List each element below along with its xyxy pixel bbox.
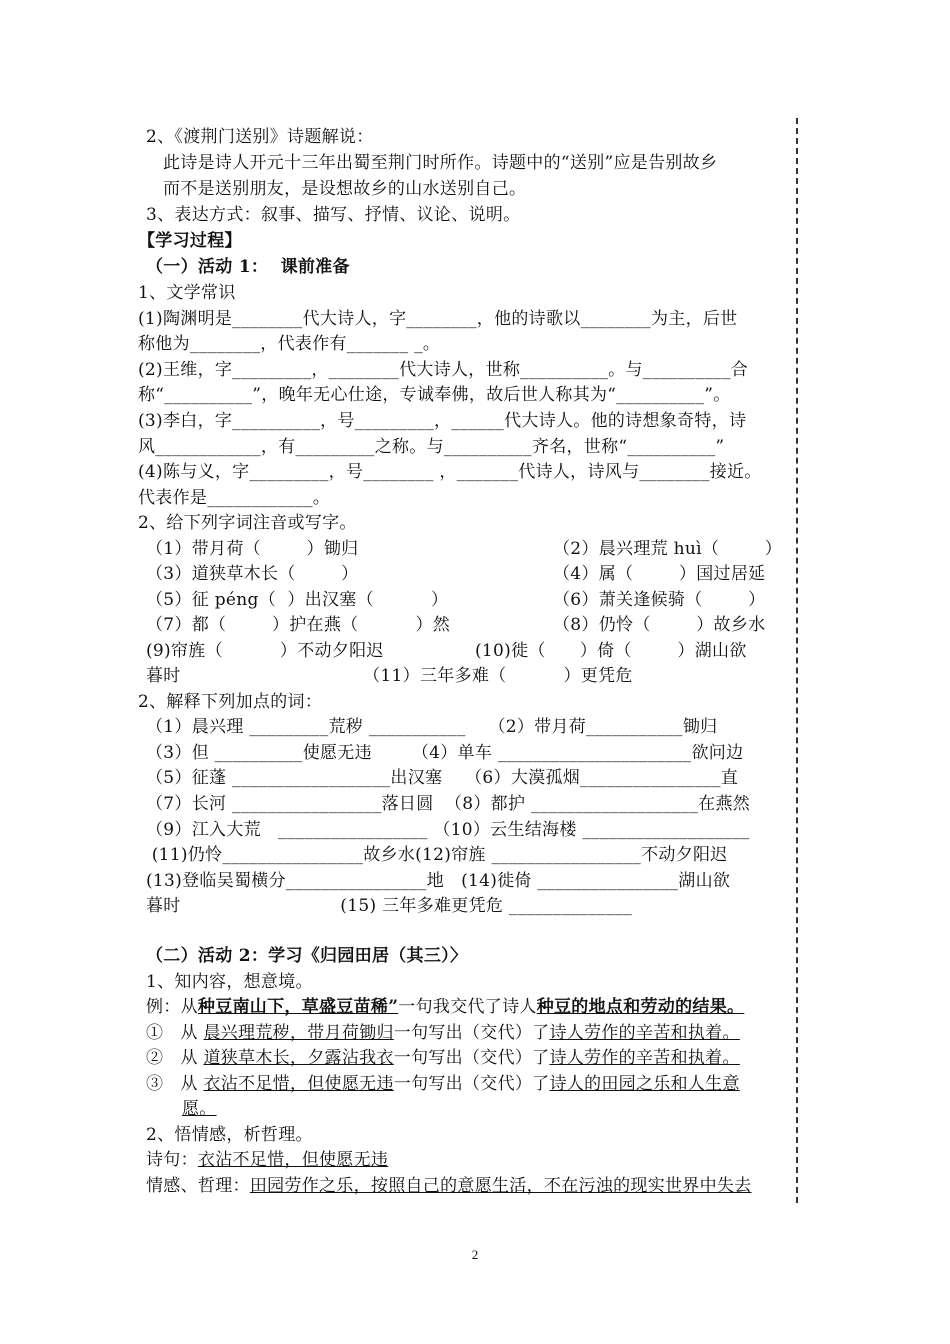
item-number: ② — [146, 1048, 164, 1068]
item-quote: 晨兴理荒秽，带月荷锄归 — [203, 1023, 394, 1043]
literature-line: 代表作是____________。 — [138, 488, 331, 508]
activity2-q2-title: 2、悟情感，析哲理。 — [146, 1125, 313, 1145]
explain-row: （3）但 __________使愿无违 （4）单车 ______________________欲问边 — [146, 743, 744, 763]
intro-item3: 3、表达方式：叙事、描写、抒情、议论、说明。 — [146, 205, 521, 225]
item-mid: 一句写出（交代）了 — [393, 1048, 550, 1068]
intro-item2-line2: 而不是送别朋友，是设想故乡的山水送别自己。 — [163, 179, 527, 199]
pinyin-item: （6）萧关逢候骑（ ） — [553, 590, 766, 610]
item-quote: 衣沾不足惜，但使愿无违 — [203, 1074, 394, 1094]
pinyin-item: （1）带月荷（ ）锄归 — [146, 539, 359, 559]
poem-value: 衣沾不足惜，但使愿无违 — [197, 1150, 389, 1170]
intro-item2-title: 2、《渡荆门送别》诗题解说： — [146, 127, 374, 147]
content-item — [146, 1047, 740, 1069]
example-answer: 种豆的地点和劳动的结果。 — [536, 997, 745, 1017]
activity1-q2-title: 2、给下列字词注音或写字。 — [138, 513, 357, 533]
activity2-title: （二）活动 2：学习《归园田居（其三）〉 — [146, 946, 468, 966]
item-number: ① — [146, 1023, 164, 1043]
explain-row: (13)登临吴蜀横分________________地 (14)徙倚 ________________湖山欲 — [146, 871, 731, 891]
pinyin-item: （3）道狭草木长（ ） — [146, 564, 359, 584]
item-answer-continued: 愿。 — [182, 1099, 217, 1119]
literature-line: 称他为________，代表作有_______ _。 — [138, 334, 441, 354]
item-number: ③ — [146, 1074, 164, 1094]
explain-row: (11)仍怜________________故乡水(12)帘旌 _________________不动夕阳迟 — [146, 845, 728, 865]
explain-row: 暮时 (15) 三年多难更凭危 ______________ — [146, 896, 633, 916]
activity1-q3-title: 2、解释下列加点的词： — [138, 692, 323, 712]
dashed-cut-line — [796, 118, 798, 1203]
literature-line: 称“__________”，晚年无心仕途，专诚奉佛，故后世人称其为“__________”。 — [138, 385, 731, 405]
content-item — [146, 1022, 740, 1044]
explain-row: （5）征蓬 __________________出汉塞 （6）大漠孤烟________________直 — [146, 768, 739, 788]
section-heading: 【学习过程】 — [138, 231, 242, 251]
item-mid: 一句写出（交代）了 — [393, 1074, 550, 1094]
poem-line — [146, 1149, 388, 1171]
content-item — [146, 1073, 740, 1095]
literature-line: (2)王维，字_________，________代大诗人，世称__________。与__________合 — [138, 360, 749, 380]
item-from: 从 — [180, 1074, 204, 1094]
intro-item2-line1: 此诗是诗人开元十三年出蜀至荆门时所作。诗题中的“送别”应是告别故乡 — [163, 153, 718, 173]
feeling-value: 田园劳作之乐，按照自己的意愿生活，不在污浊的现实世界中失去 — [249, 1176, 752, 1196]
explain-row: （1）晨兴理 _________荒秽 ___________ （2）带月荷___________锄归 — [146, 717, 718, 737]
pinyin-item: 暮时 （11）三年多难（ ）更凭危 — [146, 666, 633, 686]
pinyin-item: (9)帘旌（ ）不动夕阳迟 (10)徙（ ）倚（ ）湖山欲 — [146, 641, 747, 661]
item-mid: 一句写出（交代）了 — [393, 1023, 550, 1043]
feeling-line — [146, 1175, 752, 1197]
pinyin-item: （2）晨兴理荒 huì（ ） — [553, 539, 783, 559]
activity1-title: （一）活动 1： 课前准备 — [146, 257, 350, 277]
pinyin-item: （8）仍怜（ ）故乡水 — [553, 615, 766, 635]
item-quote: 道狭草木长，夕露沾我衣 — [203, 1048, 394, 1068]
pinyin-item: （5）征 péng（ ）出汉塞（ ） — [146, 590, 449, 610]
example-prefix: 例：从 — [146, 997, 198, 1017]
example-line — [146, 996, 744, 1018]
explain-row: （7）长河 _________________落日圆 （8）都护 ___________________在燕然 — [146, 794, 751, 814]
literature-line: 风____________，有_________之称。与__________齐名，世称“__________” — [138, 437, 725, 457]
pinyin-item: （7）都（ ）护在燕（ ）然 — [146, 615, 451, 635]
page-number: 2 — [471, 1247, 479, 1262]
item-answer: 诗人劳作的辛苦和执着。 — [549, 1048, 740, 1068]
item-answer: 诗人的田园之乐和人生意 — [549, 1074, 740, 1094]
item-answer: 诗人劳作的辛苦和执着。 — [549, 1023, 740, 1043]
example-quote: 种豆南山下，草盛豆苗稀” — [197, 997, 399, 1017]
poem-label: 诗句： — [146, 1150, 198, 1170]
item-from: 从 — [180, 1023, 204, 1043]
example-mid: 一句我交代了诗人 — [398, 997, 537, 1017]
literature-line: (3)李白，字__________，号_________，______代大诗人。他的诗想象奇特，诗 — [138, 411, 747, 431]
explain-row: （9）江入大荒 _________________ （10）云生结海楼 ___________________ — [146, 820, 750, 840]
activity1-q1-title: 1、文学常识 — [138, 283, 236, 303]
activity2-q1-title: 1、知内容，想意境。 — [146, 972, 313, 992]
literature-line: (1)陶渊明是________代大诗人，字________，他的诗歌以________为主，后世 — [138, 309, 738, 329]
pinyin-item: （4）属（ ）国过居延 — [553, 564, 766, 584]
item-from: 从 — [180, 1048, 204, 1068]
feeling-label: 情感、哲理： — [146, 1176, 250, 1196]
literature-line: (4)陈与义，字_________，号________ ，_______代诗人，诗风与________接近。 — [138, 462, 762, 482]
